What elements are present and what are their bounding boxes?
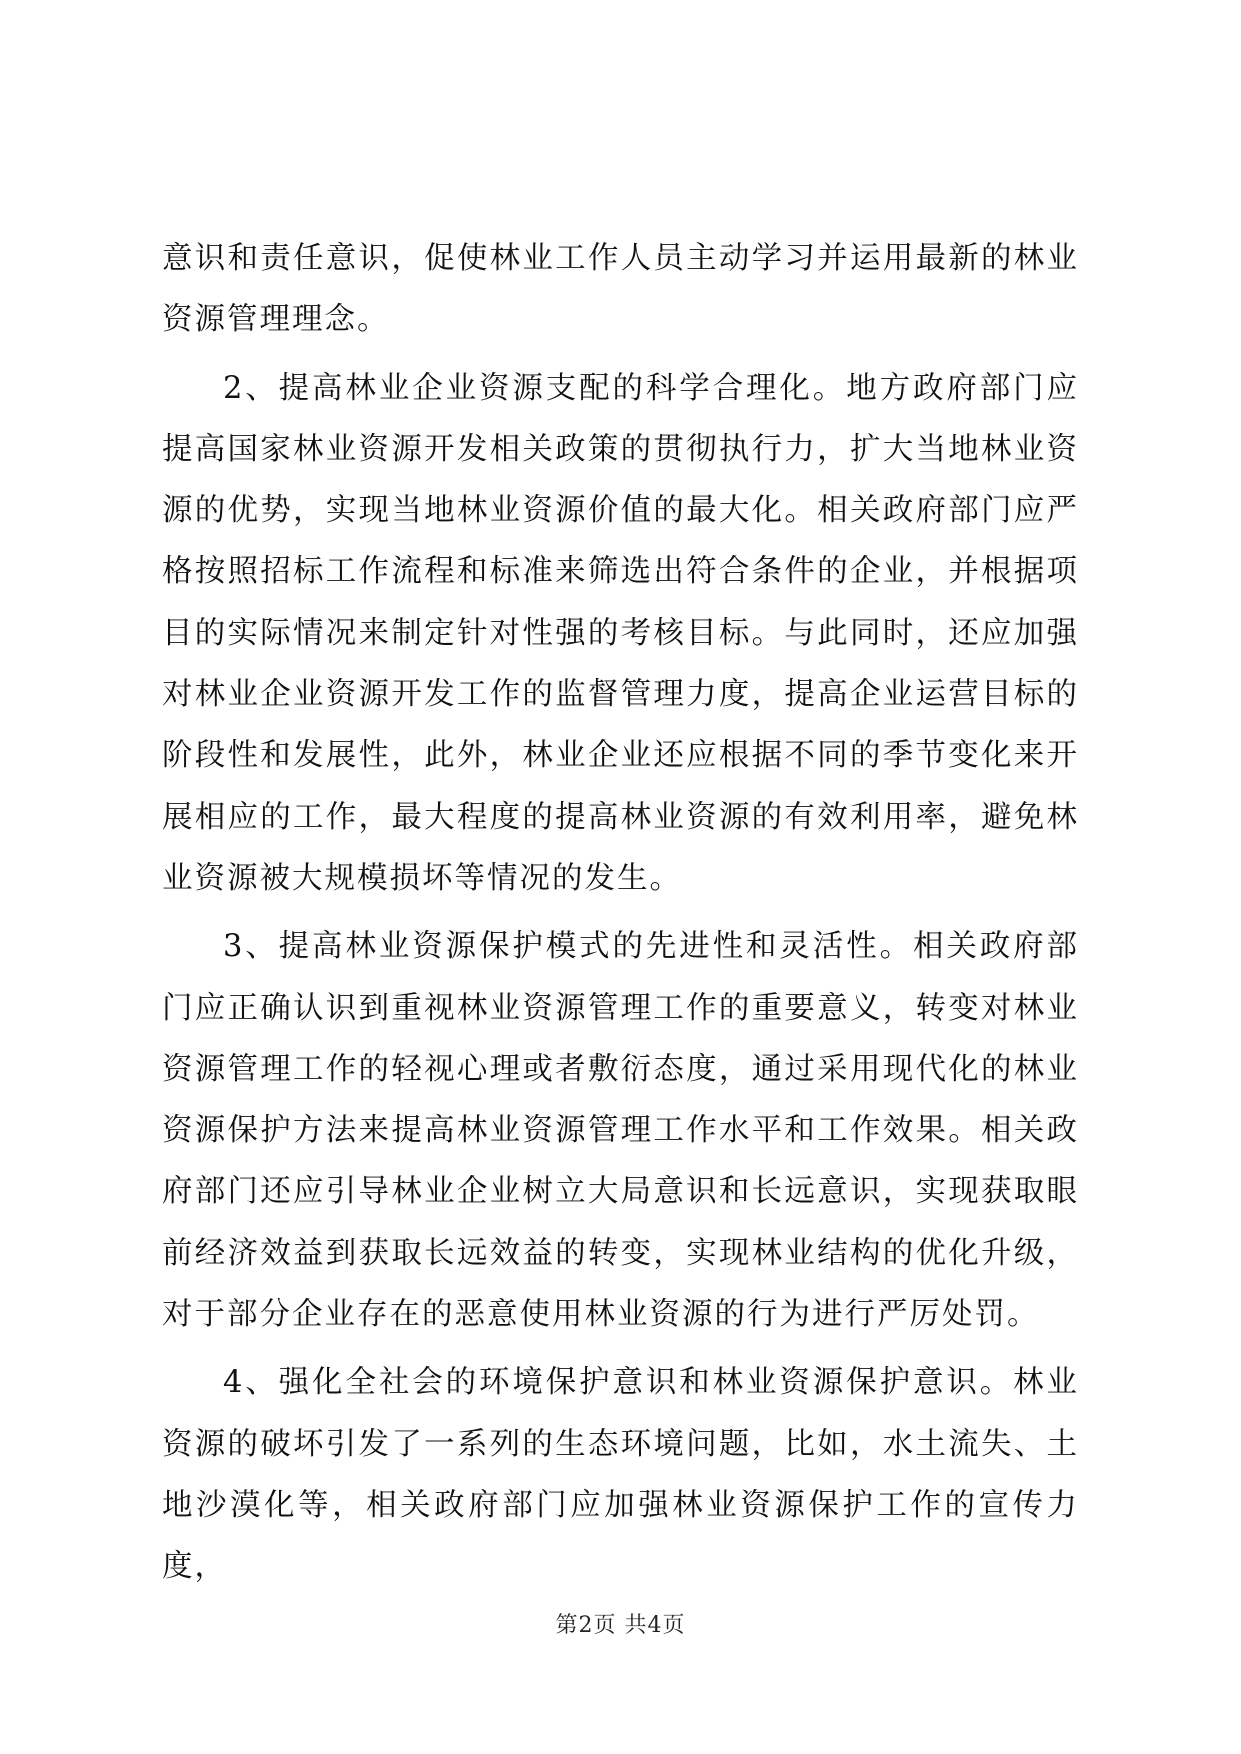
paragraph-3: 3、提高林业资源保护模式的先进性和灵活性。相关政府部门应正确认识到重视林业资源管理工作的重要意义，转变对林业资源管理工作的轻视心理或者敷衍态度，通过采用现代化的林业资源保护方法来提高林业资源管理工作水平和工作效果。相关政府部门还应引导林业企业树立大局意识和长远意识，实现获取眼前经济效益到获取长远效益的转变，实现林业结构的优化升级，对于部分企业存在的恶意使用林业资源的行为进行严厉处罚。 [162, 929, 1079, 1333]
page-footer: 第2页 共4页 [555, 1613, 686, 1638]
paragraph-4: 4、强化全社会的环境保护意识和林业资源保护意识。林业资源的破坏引发了一系列的生态环境问题，比如，水土流失、土地沙漠化等，相关政府部门应加强林业资源保护工作的宣传力度， [162, 1365, 1079, 1585]
paragraph-2: 2、提高林业企业资源支配的科学合理化。地方政府部门应提高国家林业资源开发相关政策的贯彻执行力，扩大当地林业资源的优势，实现当地林业资源价值的最大化。相关政府部门应严格按照招标工作流程和标准来筛选出符合条件的企业，并根据项目的实际情况来制定针对性强的考核目标。与此同时，还应加强对林业企业资源开发工作的监督管理力度，提高企业运营目标的阶段性和发展性，此外，林业企业还应根据不同的季节变化来开展相应的工作，最大程度的提高林业资源的有效利用率，避免林业资源被大规模损坏等情况的发生。 [162, 370, 1079, 896]
document-body [162, 228, 1079, 1598]
paragraph-continuation: 意识和责任意识，促使林业工作人员主动学习并运用最新的林业资源管理理念。 [162, 241, 1079, 338]
